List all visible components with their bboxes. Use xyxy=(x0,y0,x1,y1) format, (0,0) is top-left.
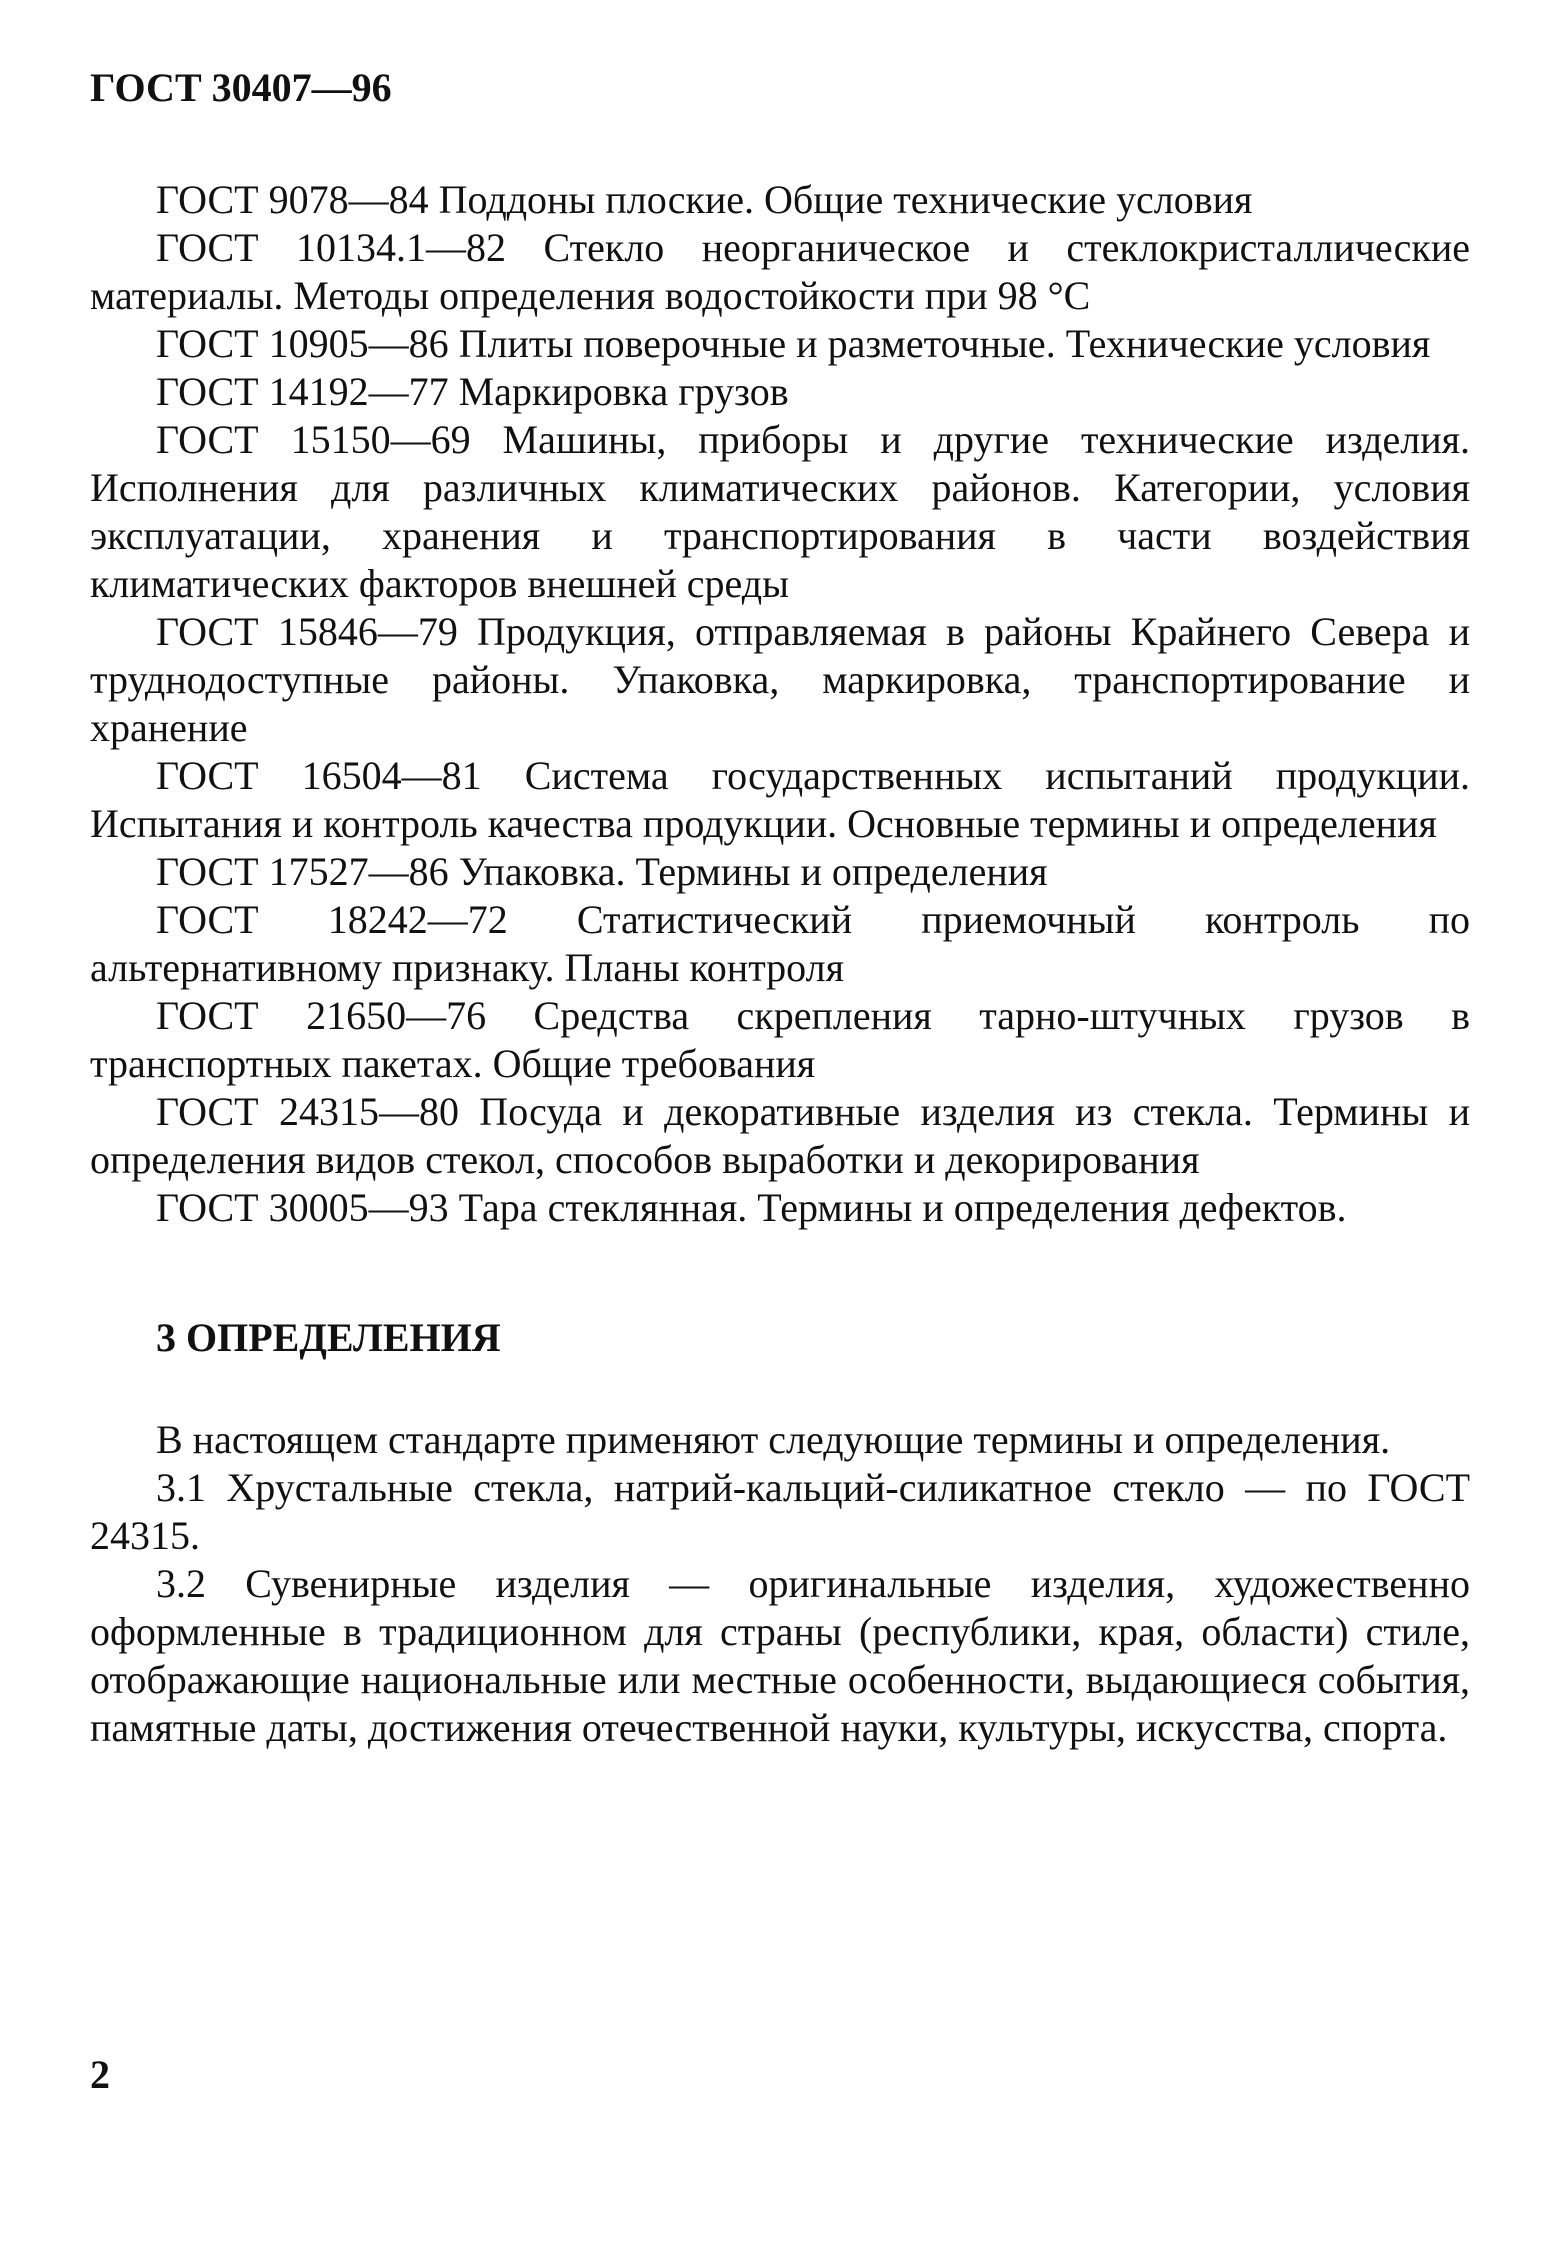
reference-item: ГОСТ 10134.1—82 Стекло неорганическое и стеклокристаллические материалы. Методы определения водостойкости при 98 °С xyxy=(90,225,1470,318)
definition-item: 3.1 Хрустальные стекла, натрий-кальций-силикатное стекло — по ГОСТ 24315. xyxy=(90,1465,1470,1558)
normative-references-list xyxy=(90,176,1470,1232)
reference-item: ГОСТ 21650—76 Средства скрепления тарно-штучных грузов в транспортных пакетах. Общие требования xyxy=(90,993,1470,1086)
reference-item: ГОСТ 18242—72 Статистический приемочный контроль по альтернативному признаку. Планы контроля xyxy=(90,897,1470,990)
reference-item: ГОСТ 15150—69 Машины, приборы и другие технические изделия. Исполнения для различных климатических районов. Категории, условия эксплуатации, хранения и транспортирования в части воздействия климатических факторов внешней среды xyxy=(90,417,1470,606)
section-title: 3 ОПРЕДЕЛЕНИЯ xyxy=(156,1315,501,1360)
page-number: 2 xyxy=(90,2052,110,2097)
reference-item: ГОСТ 15846—79 Продукция, отправляемая в районы Крайнего Севера и труднодоступные районы. Упаковка, маркировка, транспортирование и хранение xyxy=(90,609,1470,750)
reference-item: ГОСТ 10905—86 Плиты поверочные и разметочные. Технические условия xyxy=(156,321,1431,366)
reference-item: ГОСТ 24315—80 Посуда и декоративные изделия из стекла. Термины и определения видов стекол, способов выработки и декорирования xyxy=(90,1089,1470,1182)
definitions-section xyxy=(90,1416,1470,1752)
reference-item: ГОСТ 14192—77 Маркировка грузов xyxy=(156,369,789,414)
document-header: ГОСТ 30407—96 xyxy=(90,65,392,110)
reference-item: ГОСТ 30005—93 Тара стеклянная. Термины и определения дефектов. xyxy=(156,1185,1347,1230)
reference-item: ГОСТ 16504—81 Система государственных испытаний продукции. Испытания и контроль качества продукции. Основные термины и определения xyxy=(90,753,1470,846)
reference-item: ГОСТ 17527—86 Упаковка. Термины и определения xyxy=(156,849,1048,894)
document-page xyxy=(90,60,1470,1752)
section-intro: В настоящем стандарте применяют следующие термины и определения. xyxy=(156,1417,1391,1462)
reference-item: ГОСТ 9078—84 Поддоны плоские. Общие технические условия xyxy=(156,177,1253,222)
definition-item: 3.2 Сувенирные изделия — оригинальные изделия, художественно оформленные в традиционном для страны (республики, края, области) стиле, отображающие национальные или местные особенности, выдающиеся события, памятные даты, достижения отечественной науки, культуры, искусства, спорта. xyxy=(90,1561,1470,1750)
